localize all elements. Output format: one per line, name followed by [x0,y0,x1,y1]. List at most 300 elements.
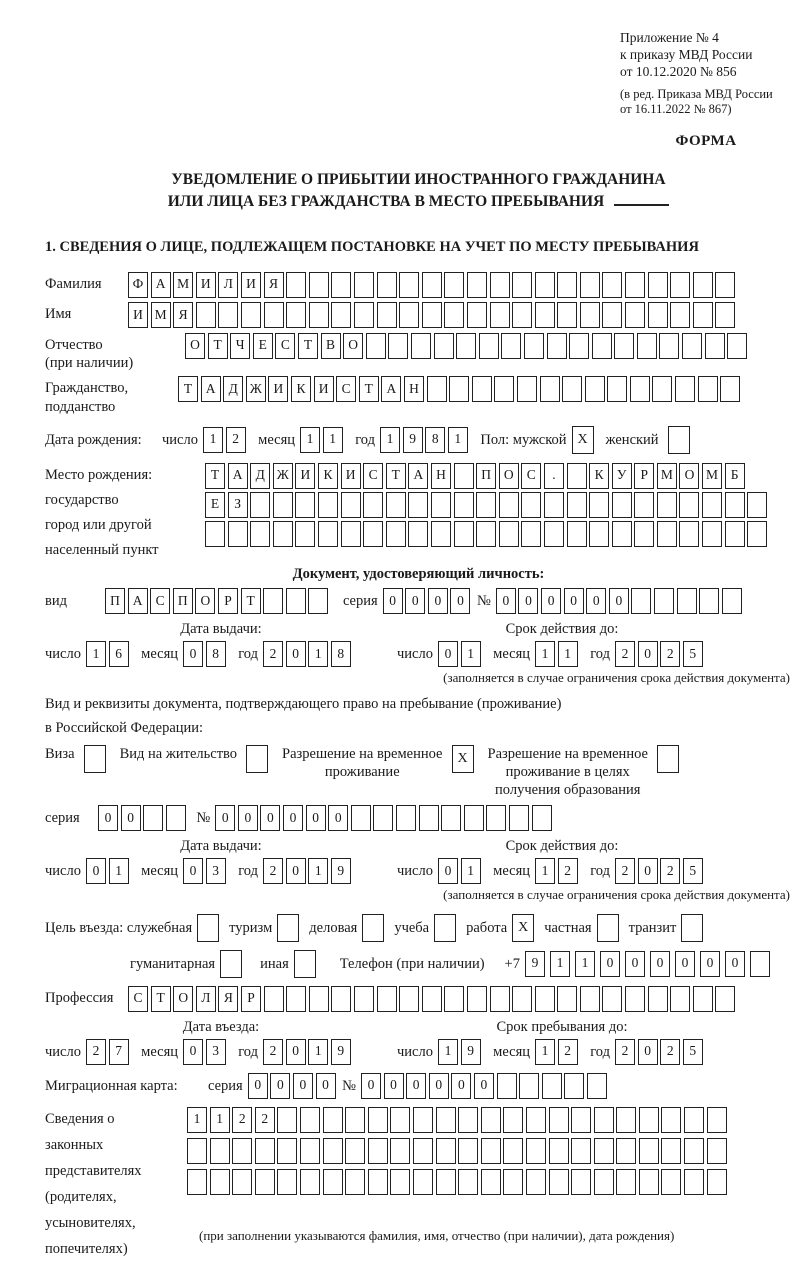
char-cell[interactable]: 1 [300,427,320,453]
char-cell[interactable]: 0 [260,805,280,831]
char-cell[interactable] [707,1107,727,1133]
char-cell[interactable]: 1 [558,641,578,667]
char-cell[interactable]: О [173,986,193,1012]
char-cell[interactable] [467,272,487,298]
char-cell[interactable] [727,333,747,359]
char-cell[interactable]: 0 [286,1039,306,1065]
char-cell[interactable] [693,302,713,328]
char-cell[interactable] [286,272,306,298]
char-cell[interactable]: 0 [650,951,670,977]
char-cell[interactable]: С [128,986,148,1012]
char-cell[interactable]: 1 [323,427,343,453]
char-cell[interactable]: 7 [109,1039,129,1065]
char-cell[interactable]: Т [298,333,318,359]
char-cell[interactable] [323,1107,343,1133]
char-cell[interactable] [616,1138,636,1164]
char-cell[interactable]: Я [173,302,193,328]
char-cell[interactable] [661,1107,681,1133]
char-cell[interactable] [368,1107,388,1133]
char-cell[interactable] [585,376,605,402]
char-cell[interactable] [679,521,699,547]
char-cell[interactable] [725,521,745,547]
entry-day[interactable] [86,1039,131,1065]
char-cell[interactable] [345,1169,365,1195]
char-cell[interactable] [580,986,600,1012]
char-cell[interactable] [388,333,408,359]
char-cell[interactable]: 6 [109,641,129,667]
char-cell[interactable] [564,1073,584,1099]
char-cell[interactable] [309,986,329,1012]
char-cell[interactable] [436,1169,456,1195]
residence-series-cells[interactable] [98,805,188,831]
profession-cells[interactable] [128,986,738,1012]
migration-series-cells[interactable] [248,1073,338,1099]
char-cell[interactable] [616,1107,636,1133]
char-cell[interactable]: 0 [638,1039,658,1065]
char-cell[interactable] [526,1138,546,1164]
char-cell[interactable] [351,805,371,831]
char-cell[interactable]: 2 [86,1039,106,1065]
birth-place-cells-2[interactable] [205,492,770,518]
char-cell[interactable]: М [151,302,171,328]
char-cell[interactable] [670,986,690,1012]
char-cell[interactable]: 1 [187,1107,207,1133]
char-cell[interactable] [309,272,329,298]
char-cell[interactable]: 5 [683,641,703,667]
char-cell[interactable]: 9 [525,951,545,977]
char-cell[interactable] [675,376,695,402]
char-cell[interactable] [503,1169,523,1195]
char-cell[interactable] [540,376,560,402]
char-cell[interactable] [557,302,577,328]
char-cell[interactable]: 0 [383,588,403,614]
char-cell[interactable]: 1 [380,427,400,453]
char-cell[interactable] [571,1138,591,1164]
char-cell[interactable] [567,521,587,547]
residence-expiry-day[interactable] [438,858,483,884]
char-cell[interactable] [715,302,735,328]
char-cell[interactable] [589,492,609,518]
char-cell[interactable] [490,272,510,298]
char-cell[interactable]: Т [241,588,261,614]
char-cell[interactable]: 0 [675,951,695,977]
char-cell[interactable] [707,1138,727,1164]
char-cell[interactable]: С [521,463,541,489]
entry-year[interactable] [263,1039,353,1065]
char-cell[interactable]: 0 [121,805,141,831]
char-cell[interactable] [318,492,338,518]
char-cell[interactable]: 0 [564,588,584,614]
char-cell[interactable] [521,492,541,518]
char-cell[interactable] [702,492,722,518]
char-cell[interactable] [750,951,770,977]
char-cell[interactable] [594,1169,614,1195]
char-cell[interactable]: 1 [448,427,468,453]
char-cell[interactable] [639,1169,659,1195]
char-cell[interactable]: 0 [238,805,258,831]
char-cell[interactable] [661,1169,681,1195]
residence-expiry-month[interactable] [535,858,580,884]
char-cell[interactable] [594,1107,614,1133]
char-cell[interactable] [715,986,735,1012]
char-cell[interactable]: 0 [638,641,658,667]
char-cell[interactable] [250,521,270,547]
char-cell[interactable]: 0 [328,805,348,831]
char-cell[interactable] [497,1073,517,1099]
name-cells[interactable] [128,302,738,328]
char-cell[interactable]: Р [634,463,654,489]
char-cell[interactable]: 8 [425,427,445,453]
char-cell[interactable] [354,986,374,1012]
char-cell[interactable]: 1 [308,858,328,884]
birth-place-cells-1[interactable] [205,463,770,489]
char-cell[interactable]: А [408,463,428,489]
char-cell[interactable] [273,521,293,547]
char-cell[interactable] [481,1169,501,1195]
char-cell[interactable] [580,272,600,298]
char-cell[interactable] [166,805,186,831]
surname-cells[interactable] [128,272,738,298]
birth-place-cells-3[interactable] [205,521,770,547]
stay-day[interactable] [438,1039,483,1065]
char-cell[interactable]: 0 [293,1073,313,1099]
char-cell[interactable] [295,492,315,518]
char-cell[interactable] [722,588,742,614]
residence-issue-year[interactable] [263,858,353,884]
char-cell[interactable] [693,272,713,298]
char-cell[interactable] [366,333,386,359]
char-cell[interactable] [449,376,469,402]
char-cell[interactable] [592,333,612,359]
char-cell[interactable]: Т [386,463,406,489]
char-cell[interactable]: 0 [428,588,448,614]
char-cell[interactable] [612,492,632,518]
stay-month[interactable] [535,1039,580,1065]
char-cell[interactable]: 0 [248,1073,268,1099]
char-cell[interactable]: Т [359,376,379,402]
char-cell[interactable] [747,492,767,518]
char-cell[interactable]: А [128,588,148,614]
char-cell[interactable] [494,376,514,402]
char-cell[interactable]: 1 [308,1039,328,1065]
doc-issue-day[interactable] [86,641,131,667]
char-cell[interactable] [616,1169,636,1195]
char-cell[interactable] [648,272,668,298]
char-cell[interactable]: Т [151,986,171,1012]
char-cell[interactable] [286,588,306,614]
char-cell[interactable]: 2 [660,641,680,667]
char-cell[interactable] [464,805,484,831]
char-cell[interactable] [427,376,447,402]
char-cell[interactable] [705,333,725,359]
char-cell[interactable] [413,1169,433,1195]
char-cell[interactable]: 2 [615,641,635,667]
char-cell[interactable]: 0 [541,588,561,614]
char-cell[interactable] [467,302,487,328]
char-cell[interactable] [331,302,351,328]
purpose-official-checkbox[interactable] [197,914,219,942]
char-cell[interactable] [422,986,442,1012]
char-cell[interactable] [526,1107,546,1133]
char-cell[interactable] [232,1138,252,1164]
char-cell[interactable] [300,1138,320,1164]
char-cell[interactable]: 2 [660,858,680,884]
char-cell[interactable]: 0 [286,858,306,884]
char-cell[interactable]: 1 [461,641,481,667]
char-cell[interactable] [411,333,431,359]
char-cell[interactable] [639,1107,659,1133]
char-cell[interactable] [422,302,442,328]
char-cell[interactable]: Ф [128,272,148,298]
char-cell[interactable] [747,521,767,547]
residence-issue-month[interactable] [183,858,228,884]
char-cell[interactable] [594,1138,614,1164]
doc-series-cells[interactable] [383,588,473,614]
char-cell[interactable]: И [196,272,216,298]
char-cell[interactable]: А [228,463,248,489]
char-cell[interactable] [634,492,654,518]
char-cell[interactable]: И [314,376,334,402]
char-cell[interactable]: О [679,463,699,489]
char-cell[interactable] [436,1107,456,1133]
char-cell[interactable]: 2 [263,641,283,667]
char-cell[interactable]: Д [223,376,243,402]
char-cell[interactable]: 2 [615,1039,635,1065]
char-cell[interactable] [535,302,555,328]
char-cell[interactable] [444,302,464,328]
doc-expiry-day[interactable] [438,641,483,667]
char-cell[interactable]: В [321,333,341,359]
char-cell[interactable] [458,1169,478,1195]
char-cell[interactable] [331,272,351,298]
char-cell[interactable] [277,1169,297,1195]
char-cell[interactable] [557,272,577,298]
char-cell[interactable] [637,333,657,359]
char-cell[interactable] [693,986,713,1012]
residence-number-cells[interactable] [215,805,554,831]
char-cell[interactable]: Я [264,272,284,298]
char-cell[interactable]: 5 [683,1039,703,1065]
char-cell[interactable] [607,376,627,402]
representatives-cells-3[interactable] [187,1169,729,1195]
char-cell[interactable]: 0 [474,1073,494,1099]
char-cell[interactable] [547,333,567,359]
char-cell[interactable] [549,1138,569,1164]
char-cell[interactable] [434,333,454,359]
char-cell[interactable]: 1 [461,858,481,884]
char-cell[interactable]: Р [241,986,261,1012]
char-cell[interactable] [659,333,679,359]
char-cell[interactable] [444,272,464,298]
char-cell[interactable] [396,805,416,831]
representatives-cells-2[interactable] [187,1138,729,1164]
purpose-other-checkbox[interactable] [294,950,316,978]
char-cell[interactable] [368,1169,388,1195]
char-cell[interactable]: 0 [438,641,458,667]
char-cell[interactable]: 0 [86,858,106,884]
char-cell[interactable] [467,986,487,1012]
char-cell[interactable]: Е [253,333,273,359]
char-cell[interactable]: Л [218,272,238,298]
char-cell[interactable] [517,376,537,402]
char-cell[interactable]: С [275,333,295,359]
char-cell[interactable] [241,302,261,328]
char-cell[interactable]: О [343,333,363,359]
char-cell[interactable] [499,521,519,547]
purpose-work-checkbox[interactable]: X [512,914,534,942]
char-cell[interactable] [567,463,587,489]
entry-month[interactable] [183,1039,228,1065]
char-cell[interactable] [413,1107,433,1133]
char-cell[interactable]: 1 [535,641,555,667]
char-cell[interactable] [386,492,406,518]
char-cell[interactable] [196,302,216,328]
char-cell[interactable]: 1 [535,1039,555,1065]
char-cell[interactable] [454,521,474,547]
char-cell[interactable]: 8 [331,641,351,667]
char-cell[interactable] [707,1169,727,1195]
char-cell[interactable] [684,1169,704,1195]
char-cell[interactable]: 0 [183,641,203,667]
char-cell[interactable]: 0 [518,588,538,614]
char-cell[interactable] [308,588,328,614]
char-cell[interactable] [544,521,564,547]
char-cell[interactable] [532,805,552,831]
representatives-cells-1[interactable] [187,1107,729,1133]
birth-year-cells[interactable] [380,427,470,453]
char-cell[interactable] [625,986,645,1012]
char-cell[interactable] [648,986,668,1012]
char-cell[interactable]: Д [250,463,270,489]
char-cell[interactable]: 3 [206,858,226,884]
char-cell[interactable] [300,1107,320,1133]
char-cell[interactable] [431,521,451,547]
char-cell[interactable] [323,1138,343,1164]
char-cell[interactable]: 9 [331,858,351,884]
char-cell[interactable] [702,521,722,547]
char-cell[interactable] [589,521,609,547]
char-cell[interactable] [503,1107,523,1133]
char-cell[interactable]: 2 [558,1039,578,1065]
char-cell[interactable]: А [201,376,221,402]
char-cell[interactable] [699,588,719,614]
char-cell[interactable] [341,521,361,547]
char-cell[interactable]: И [295,463,315,489]
char-cell[interactable] [630,376,650,402]
char-cell[interactable] [476,492,496,518]
char-cell[interactable]: Я [218,986,238,1012]
char-cell[interactable] [677,588,697,614]
char-cell[interactable] [419,805,439,831]
char-cell[interactable]: А [151,272,171,298]
char-cell[interactable] [458,1138,478,1164]
doc-type-cells[interactable] [105,588,331,614]
char-cell[interactable] [210,1138,230,1164]
sex-female-checkbox[interactable] [668,426,690,454]
char-cell[interactable]: 1 [109,858,129,884]
char-cell[interactable] [639,1138,659,1164]
char-cell[interactable] [309,302,329,328]
char-cell[interactable]: 2 [558,858,578,884]
visa-checkbox[interactable] [84,745,106,773]
char-cell[interactable] [519,1073,539,1099]
phone-cells[interactable] [525,951,775,977]
char-cell[interactable] [670,272,690,298]
char-cell[interactable] [625,272,645,298]
char-cell[interactable]: 0 [306,805,326,831]
char-cell[interactable] [458,1107,478,1133]
char-cell[interactable]: 0 [183,858,203,884]
char-cell[interactable]: Ж [273,463,293,489]
char-cell[interactable] [318,521,338,547]
doc-expiry-year[interactable] [615,641,705,667]
char-cell[interactable]: 8 [206,641,226,667]
char-cell[interactable]: 1 [210,1107,230,1133]
char-cell[interactable]: 0 [450,588,470,614]
char-cell[interactable] [408,492,428,518]
char-cell[interactable] [571,1107,591,1133]
char-cell[interactable] [286,302,306,328]
char-cell[interactable] [512,302,532,328]
char-cell[interactable] [569,333,589,359]
char-cell[interactable] [679,492,699,518]
char-cell[interactable] [684,1107,704,1133]
char-cell[interactable]: 0 [609,588,629,614]
char-cell[interactable]: 2 [226,427,246,453]
char-cell[interactable] [526,1169,546,1195]
char-cell[interactable] [368,1138,388,1164]
char-cell[interactable] [661,1138,681,1164]
char-cell[interactable]: 0 [286,641,306,667]
char-cell[interactable] [210,1169,230,1195]
char-cell[interactable]: 2 [660,1039,680,1065]
char-cell[interactable]: Н [431,463,451,489]
char-cell[interactable] [602,272,622,298]
char-cell[interactable]: Е [205,492,225,518]
char-cell[interactable]: Н [404,376,424,402]
char-cell[interactable]: И [341,463,361,489]
sex-male-checkbox[interactable]: X [572,426,594,454]
purpose-private-checkbox[interactable] [597,914,619,942]
char-cell[interactable]: 2 [263,1039,283,1065]
char-cell[interactable]: 0 [700,951,720,977]
residence-issue-day[interactable] [86,858,131,884]
char-cell[interactable]: И [241,272,261,298]
char-cell[interactable] [295,521,315,547]
char-cell[interactable] [521,521,541,547]
edu-permit-checkbox[interactable] [657,745,679,773]
char-cell[interactable] [286,986,306,1012]
char-cell[interactable] [390,1107,410,1133]
char-cell[interactable]: 0 [316,1073,336,1099]
char-cell[interactable] [571,1169,591,1195]
char-cell[interactable] [580,302,600,328]
char-cell[interactable] [657,492,677,518]
char-cell[interactable] [587,1073,607,1099]
char-cell[interactable] [715,272,735,298]
doc-number-cells[interactable] [496,588,745,614]
char-cell[interactable]: 0 [451,1073,471,1099]
char-cell[interactable] [255,1138,275,1164]
char-cell[interactable]: 1 [438,1039,458,1065]
char-cell[interactable] [264,302,284,328]
char-cell[interactable] [535,272,555,298]
char-cell[interactable] [187,1138,207,1164]
char-cell[interactable] [684,1138,704,1164]
char-cell[interactable] [490,302,510,328]
char-cell[interactable] [557,986,577,1012]
char-cell[interactable] [399,302,419,328]
